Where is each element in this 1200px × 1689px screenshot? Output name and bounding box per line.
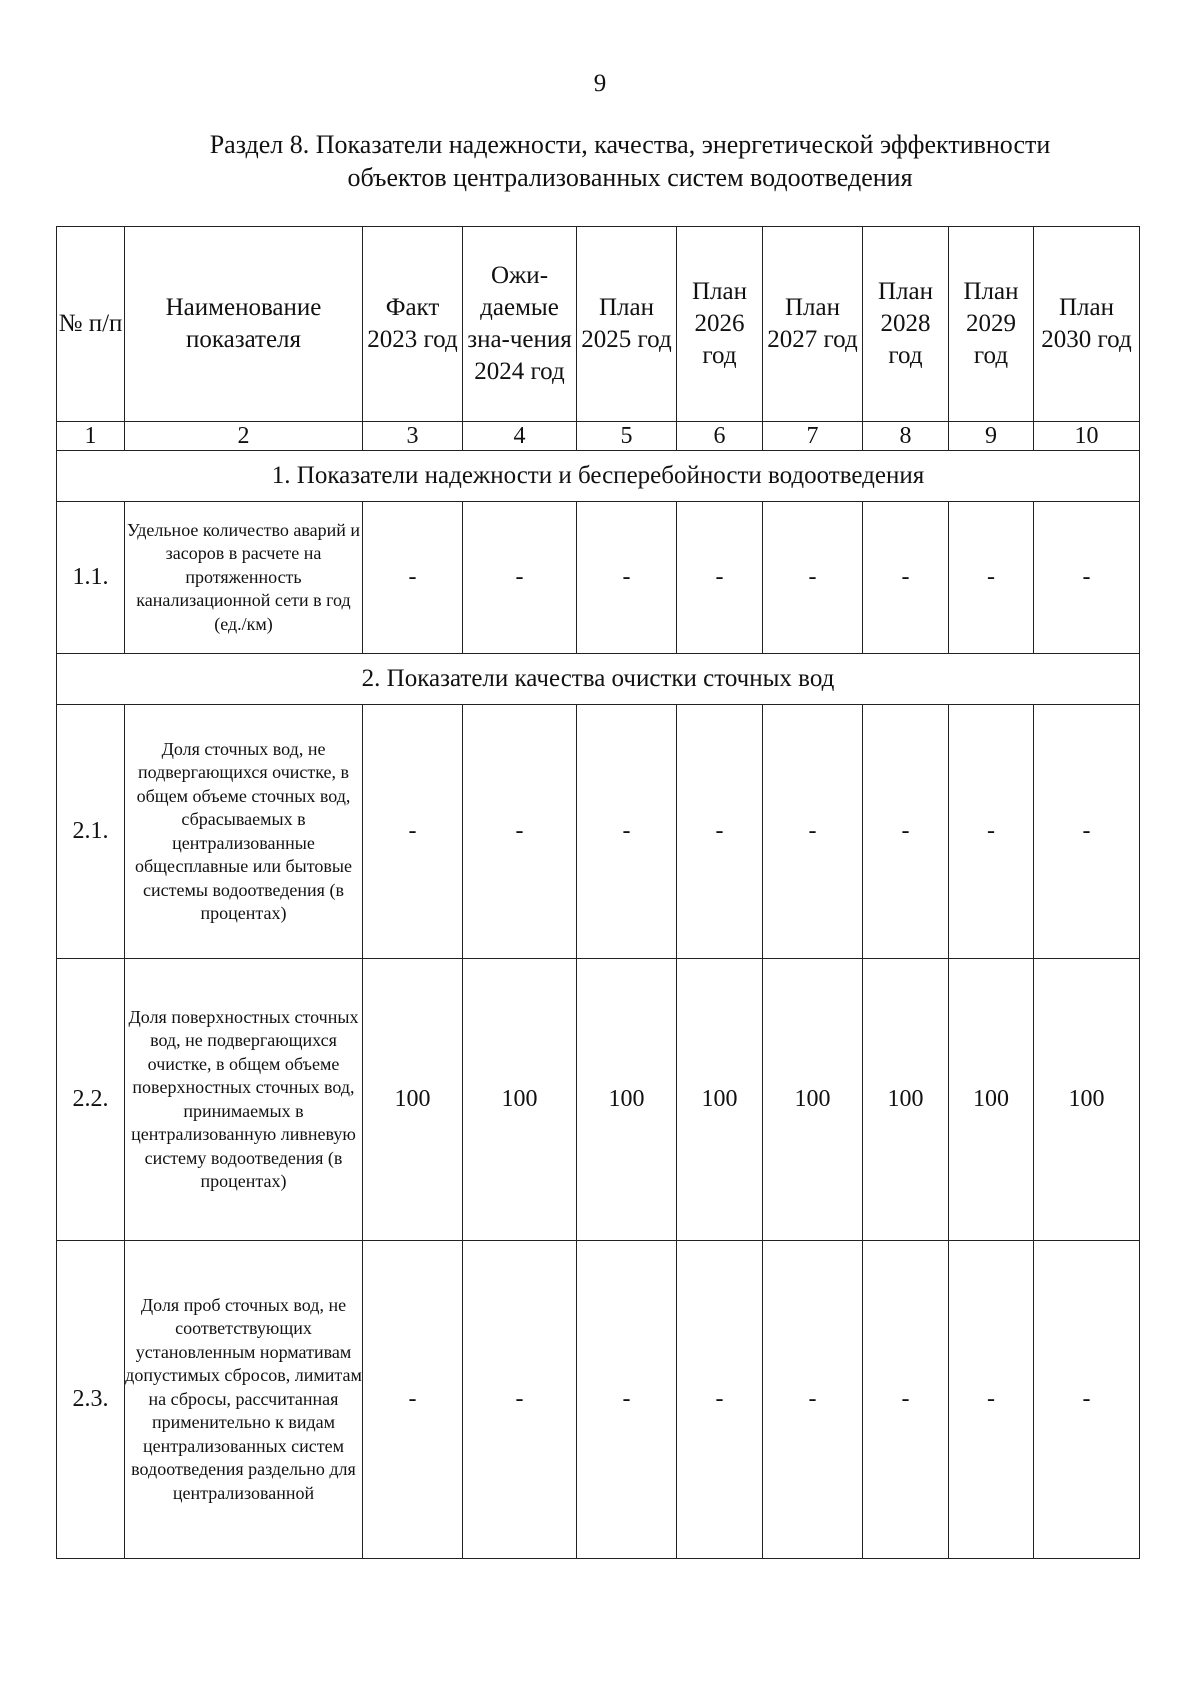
value-cell: 100 bbox=[763, 959, 863, 1241]
value-cell: 100 bbox=[363, 959, 463, 1241]
value-cell: 100 bbox=[949, 959, 1034, 1241]
value-cell: - bbox=[763, 705, 863, 959]
value-cell: - bbox=[949, 705, 1034, 959]
column-number: 3 bbox=[363, 422, 463, 451]
table-row bbox=[57, 502, 1140, 654]
value-cell: - bbox=[949, 502, 1034, 654]
value-cell: - bbox=[363, 502, 463, 654]
group-row-reliability bbox=[57, 451, 1140, 502]
column-number: 10 bbox=[1034, 422, 1140, 451]
value-cell: 100 bbox=[1034, 959, 1140, 1241]
group-title: 1. Показатели надежности и бесперебойности водоотведения bbox=[57, 451, 1140, 502]
row-number: 2.1. bbox=[57, 705, 125, 959]
value-cell: - bbox=[863, 1241, 949, 1559]
row-number: 1.1. bbox=[57, 502, 125, 654]
column-number: 7 bbox=[763, 422, 863, 451]
value-cell: - bbox=[949, 1241, 1034, 1559]
header-name: Наименование показателя bbox=[125, 227, 363, 422]
row-number: 2.3. bbox=[57, 1241, 125, 1559]
value-cell: - bbox=[363, 705, 463, 959]
header-plan-2028: План 2028 год bbox=[863, 227, 949, 422]
header-plan-2025: План 2025 год bbox=[577, 227, 677, 422]
row-name: Доля проб сточных вод, не соответствующих установленным нормативам допустимых сбросов, лимитам на сбросы, рассчитанная применительно к видам централизованных систем водоотведения раздельно для централизованной bbox=[125, 1241, 363, 1559]
section-title bbox=[120, 128, 1140, 194]
row-name: Доля поверхностных сточных вод, не подвергающихся очистке, в общем объеме поверхностных сточных вод, принимаемых в централизованную ливневую систему водоотведения (в процентах) bbox=[125, 959, 363, 1241]
value-cell: 100 bbox=[863, 959, 949, 1241]
row-name: Доля сточных вод, не подвергающихся очистке, в общем объеме сточных вод, сбрасываемых в централизованные общесплавные или бытовые системы водоотведения (в процентах) bbox=[125, 705, 363, 959]
column-number: 6 bbox=[677, 422, 763, 451]
header-num: № п/п bbox=[57, 227, 125, 422]
value-cell: - bbox=[577, 502, 677, 654]
value-cell: - bbox=[463, 1241, 577, 1559]
value-cell: - bbox=[863, 705, 949, 959]
header-row bbox=[57, 227, 1140, 422]
header-expected-2024: Ожи-даемые зна-чения 2024 год bbox=[463, 227, 577, 422]
column-number: 4 bbox=[463, 422, 577, 451]
column-number: 1 bbox=[57, 422, 125, 451]
table-row bbox=[57, 1241, 1140, 1559]
group-title: 2. Показатели качества очистки сточных вод bbox=[57, 654, 1140, 705]
row-number: 2.2. bbox=[57, 959, 125, 1241]
value-cell: - bbox=[463, 705, 577, 959]
header-plan-2027: План 2027 год bbox=[763, 227, 863, 422]
value-cell: - bbox=[763, 1241, 863, 1559]
value-cell: - bbox=[577, 705, 677, 959]
row-name: Удельное количество аварий и засоров в расчете на протяженность канализационной сети в год (ед./км) bbox=[125, 502, 363, 654]
section-title-line-2: объектов централизованных систем водоотведения bbox=[347, 163, 913, 192]
indicators-table bbox=[56, 226, 1140, 1559]
value-cell: - bbox=[677, 1241, 763, 1559]
table-row bbox=[57, 959, 1140, 1241]
column-number: 8 bbox=[863, 422, 949, 451]
value-cell: - bbox=[1034, 1241, 1140, 1559]
value-cell: 100 bbox=[463, 959, 577, 1241]
value-cell: - bbox=[677, 502, 763, 654]
header-plan-2026: План 2026 год bbox=[677, 227, 763, 422]
header-fact-2023: Факт 2023 год bbox=[363, 227, 463, 422]
value-cell: - bbox=[363, 1241, 463, 1559]
value-cell: - bbox=[463, 502, 577, 654]
value-cell: - bbox=[577, 1241, 677, 1559]
header-plan-2030: План 2030 год bbox=[1034, 227, 1140, 422]
header-plan-2029: План 2029 год bbox=[949, 227, 1034, 422]
section-title-line-1: Раздел 8. Показатели надежности, качества, энергетической эффективности bbox=[209, 130, 1051, 159]
group-row-treatment-quality bbox=[57, 654, 1140, 705]
value-cell: - bbox=[863, 502, 949, 654]
value-cell: 100 bbox=[577, 959, 677, 1241]
value-cell: - bbox=[1034, 502, 1140, 654]
column-numbers-row bbox=[57, 422, 1140, 451]
column-number: 5 bbox=[577, 422, 677, 451]
table-row bbox=[57, 705, 1140, 959]
value-cell: 100 bbox=[677, 959, 763, 1241]
value-cell: - bbox=[1034, 705, 1140, 959]
value-cell: - bbox=[677, 705, 763, 959]
column-number: 9 bbox=[949, 422, 1034, 451]
value-cell: - bbox=[763, 502, 863, 654]
column-number: 2 bbox=[125, 422, 363, 451]
page-number: 9 bbox=[593, 70, 607, 97]
